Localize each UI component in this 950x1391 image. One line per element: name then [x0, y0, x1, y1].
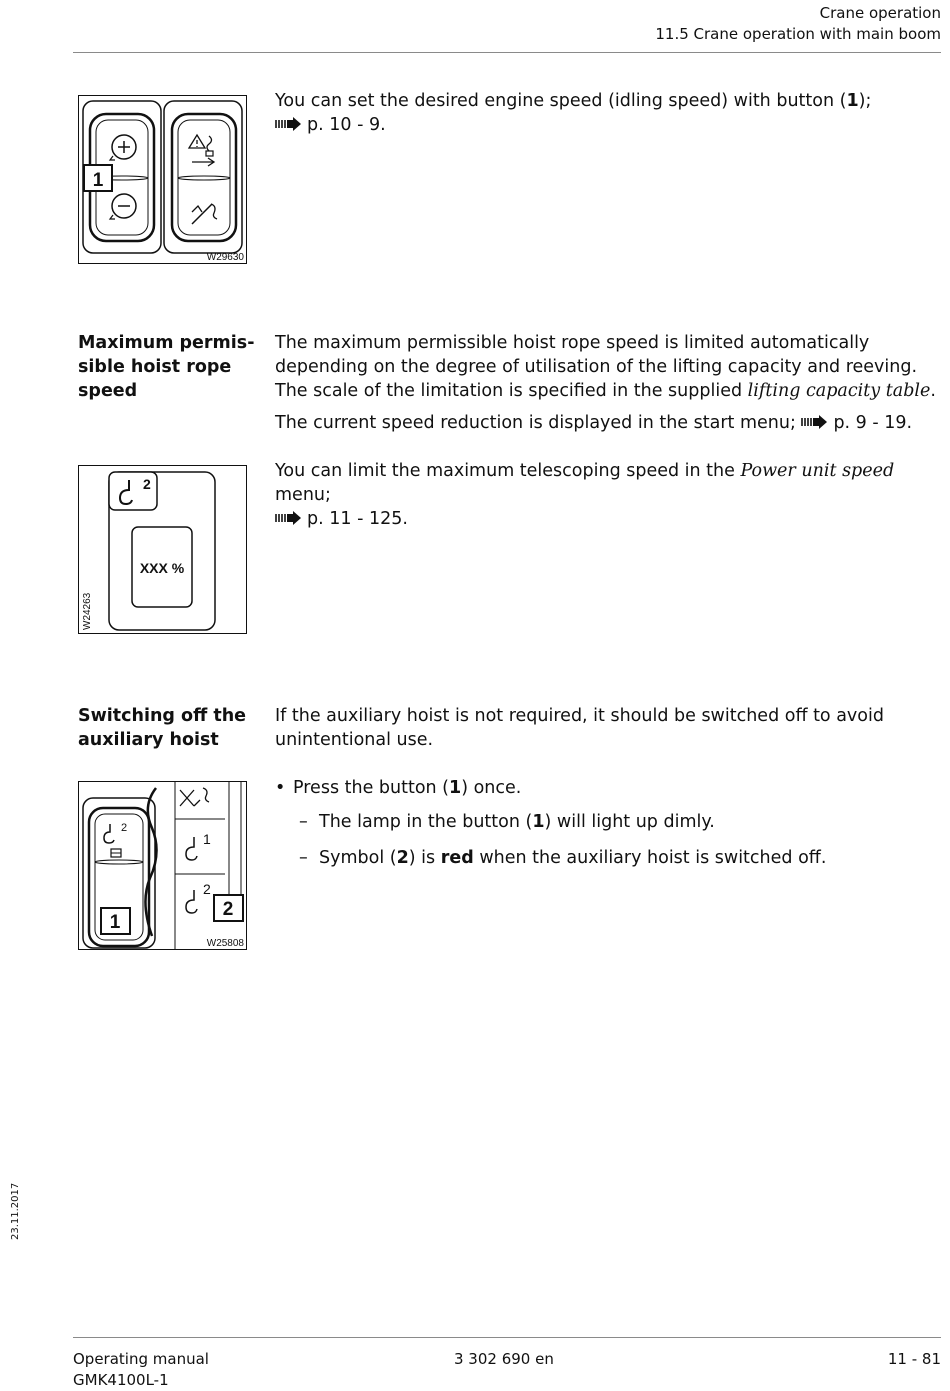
power-unit-speed-menu-ref: Power unit speed [740, 461, 895, 481]
figure-auxiliary-hoist-button [78, 781, 247, 950]
footer-manual: Operating manual [73, 1350, 209, 1368]
figure-speed-display [78, 465, 247, 634]
header-chapter: Crane operation [819, 4, 941, 22]
dash-marker: – [299, 812, 308, 832]
print-date: 23.11.2017 [10, 1182, 21, 1240]
auxiliary-hoist-heading: Switching off the auxiliary hoist [78, 706, 247, 750]
figure3-callout-2: 2 [222, 899, 234, 920]
footer-left [73, 1349, 209, 1391]
figure2-code: W24263 [82, 592, 93, 630]
figure-engine-speed-buttons [78, 95, 247, 264]
speed-display-drawing [79, 466, 246, 633]
result1-bold-ref: 1 [532, 812, 545, 832]
figure3-code: W25808 [206, 938, 244, 949]
auxiliary-hoist-intro: If the auxiliary hoist is not required, it should be switched off to avoid unintentional use. [275, 706, 884, 750]
speed-percentage-display: XXX % [139, 560, 185, 576]
auxiliary-hoist-text [275, 704, 945, 870]
auxiliary-hoist-result-1 [275, 810, 945, 834]
hoist-speed-paragraph-3 [275, 459, 945, 531]
step-text-1: Press the button ( [293, 778, 450, 798]
page-header [655, 3, 941, 45]
footer-rule [73, 1337, 941, 1338]
footer-docnum: 3 302 690 en [454, 1350, 554, 1368]
engine-speed-text [275, 89, 945, 145]
hoist-speed-text-2: . [930, 381, 936, 401]
hoist-speed-paragraph-1 [275, 331, 945, 403]
auxiliary-hoist-result-2 [275, 846, 945, 870]
engine-speed-bold-ref: 1 [846, 91, 859, 111]
auxiliary-hoist-panel-drawing [79, 782, 246, 949]
hoist-speed-text-4: You can limit the maximum telescoping speed in the [275, 461, 741, 481]
hoist-speed-text-5: menu; [275, 485, 331, 505]
cross-reference-arrow-icon [801, 415, 827, 429]
header-rule [73, 52, 941, 53]
power-unit-speed-page-link[interactable]: p. 11 - 125. [307, 509, 408, 529]
hoist-speed-text-1: The maximum permissible hoist rope speed is limited automatically depending on the degree of utilisation of the lifting capacity and reeving. The scale of the limitation is specified in the supplied [275, 333, 918, 401]
figure3-button-hoist-number: 2 [121, 822, 128, 834]
figure2-hoist-number: 2 [143, 476, 151, 492]
result2-bold-ref: 2 [396, 848, 409, 868]
figure1-callout: 1 [92, 170, 104, 191]
engine-speed-paragraph [275, 89, 945, 137]
engine-speed-panel-drawing [79, 96, 246, 263]
dash-marker: – [299, 848, 308, 868]
engine-speed-page-link[interactable]: p. 10 - 9. [307, 115, 386, 135]
figure3-callout-1: 1 [109, 912, 121, 933]
hoist-speed-heading: Maximum permis-sible hoist rope speed [78, 333, 255, 401]
result1-text-2: ) will light up dimly. [544, 812, 715, 832]
cross-reference-arrow-icon [275, 511, 301, 525]
figure1-code: W29630 [206, 252, 244, 263]
engine-speed-text-2: ); [858, 91, 872, 111]
lifting-capacity-table-ref: lifting capacity table [747, 381, 931, 401]
step-text-2: ) once. [461, 778, 522, 798]
auxiliary-hoist-step [275, 776, 945, 800]
result1-text-1: The lamp in the button ( [319, 812, 533, 832]
result2-text-1: Symbol ( [319, 848, 397, 868]
cross-reference-arrow-icon [275, 117, 301, 131]
result2-bold-red: red [440, 848, 474, 868]
figure3-aux-hoist-number: 2 [203, 881, 211, 897]
hoist-speed-text-3: The current speed reduction is displayed in the start menu; [275, 413, 796, 433]
bullet-marker: • [275, 778, 286, 798]
start-menu-page-link[interactable]: p. 9 - 19. [833, 413, 913, 433]
engine-speed-text-1: You can set the desired engine speed (idling speed) with button ( [275, 91, 847, 111]
step-bold-ref: 1 [449, 778, 462, 798]
header-section: 11.5 Crane operation with main boom [655, 25, 941, 43]
figure3-main-hoist-number: 1 [203, 831, 211, 847]
footer-model: GMK4100L-1 [73, 1371, 169, 1389]
result2-text-3: when the auxiliary hoist is switched off. [473, 848, 827, 868]
result2-text-2: ) is [408, 848, 441, 868]
hoist-speed-paragraph-2 [275, 411, 945, 435]
footer-page-number: 11 - 81 [887, 1350, 941, 1368]
hoist-speed-text [275, 331, 945, 539]
